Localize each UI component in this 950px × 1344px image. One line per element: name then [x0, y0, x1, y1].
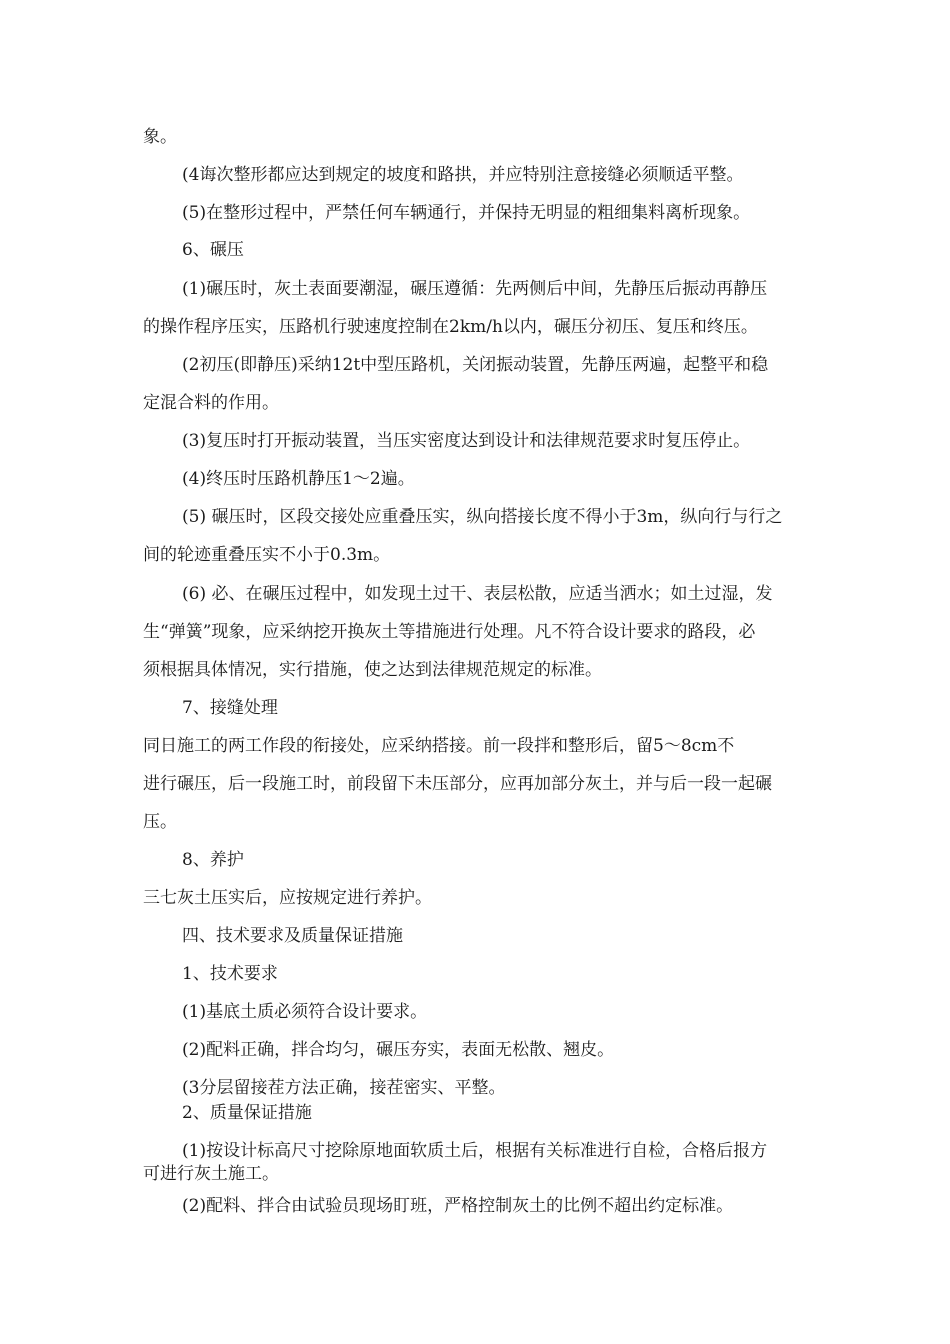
text-line: (5) 碾压时，区段交接处应重叠压实，纵向搭接长度不得小于3m，纵向行与行之 [182, 507, 783, 527]
text-line: (3分层留接茬方法正确，接茬密实、平整。 [182, 1078, 506, 1098]
text-line: (5)在整形过程中，严禁任何车辆通行，并保持无明显的粗细集料离析现象。 [182, 203, 751, 223]
text-line: 象。 [143, 127, 177, 147]
section-heading: 8、养护 [182, 850, 244, 870]
text-line: 间的轮迹重叠压实不小于0.3m。 [143, 545, 391, 565]
text-line: 定混合料的作用。 [143, 393, 279, 413]
text-line: 生“弹簧”现象，应采纳挖开换灰土等措施进行处理。凡不符合设计要求的路段，必 [143, 622, 756, 642]
text-line: (1)按设计标高尺寸挖除原地面软质土后，根据有关标准进行自检，合格后报方 [182, 1141, 768, 1161]
section-heading: 2、质量保证措施 [182, 1103, 312, 1123]
text-line: 三七灰土压实后，应按规定进行养护。 [143, 888, 432, 908]
text-line: (4诲次整形都应达到规定的坡度和路拱，并应特别注意接缝必须顺适平整。 [182, 165, 744, 185]
text-line: 须根据具体情况，实行措施，使之达到法律规范规定的标准。 [143, 660, 602, 680]
text-line: (4)终压时压路机静压1〜2遍。 [182, 469, 415, 489]
text-line: (1)基底土质必须符合设计要求。 [182, 1002, 428, 1022]
text-line: (2)配料、拌合由试验员现场盯班，严格控制灰土的比例不超出约定标准。 [182, 1196, 734, 1216]
text-line: 的操作程序压实，压路机行驶速度控制在2km/h以内，碾压分初压、复压和终压。 [143, 317, 758, 337]
text-line: (6) 必、在碾压过程中，如发现土过干、表层松散，应适当洒水；如土过湿，发 [182, 584, 773, 604]
text-line: (1)碾压时，灰土表面要潮湿，碾压遵循：先两侧后中间，先静压后振动再静压 [182, 279, 768, 299]
section-heading: 四、技术要求及质量保证措施 [182, 926, 403, 946]
text-line: (2)配料正确，拌合均匀，碾压夯实，表面无松散、翘皮。 [182, 1040, 615, 1060]
section-heading: 1、技术要求 [182, 964, 278, 984]
text-line: 压。 [143, 812, 177, 832]
text-line: 进行碾压，后一段施工时，前段留下未压部分，应再加部分灰土，并与后一段一起碾 [143, 774, 772, 794]
section-heading: 6、碾压 [182, 240, 244, 260]
text-line: 可进行灰土施工。 [143, 1164, 279, 1184]
text-line: (3)复压时打开振动装置，当压实密度达到设计和法律规范要求时复压停止。 [182, 431, 751, 451]
text-line: (2初压(即静压)采纳12t中型压路机，关闭振动装置，先静压两遍，起整平和稳 [182, 355, 769, 375]
section-heading: 7、接缝处理 [182, 698, 278, 718]
text-line: 同日施工的两工作段的衔接处，应采纳搭接。前一段拌和整形后，留5〜8cm不 [143, 736, 735, 756]
